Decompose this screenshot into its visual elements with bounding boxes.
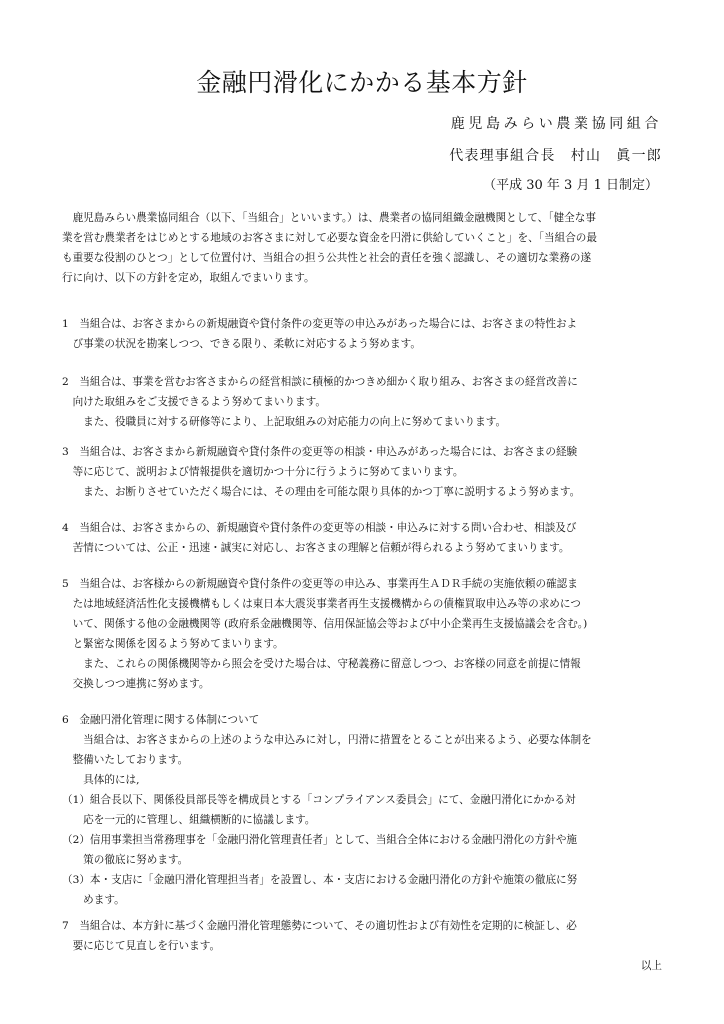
section-line: 等に応じて、説明および情報提供を適切かつ十分に行うように努めてまいります。: [62, 466, 464, 478]
section-line: （1）組合長以下、関係役員部長等を構成員とする「コンプライアンス委員会」にて、金融円滑化にかかる対: [62, 794, 576, 806]
section-6: [62, 710, 664, 910]
section-line: （3）本・支店に「金融円滑化管理担当者」を設置し、本・支店における金融円滑化の方針や施策の徹底に努: [62, 874, 578, 886]
organization-name: 鹿児島みらい農業協同組合: [450, 116, 662, 132]
section-line: 具体的には,: [62, 774, 140, 786]
section-1: [62, 314, 664, 354]
section-line: 苦情については、公正・迅速・誠実に対応し、お客さまの理解と信頼が得られるよう努めてまいります。: [62, 542, 570, 554]
section-line: 交換しつつ連携に努めます。: [62, 678, 210, 690]
intro-line: 業を営む農業者をはじめとする地域のお客さまに対して必要な資金を円滑に供給していくこと」を、「当組合の最: [62, 232, 597, 244]
section-line: 要に応じて見直しを行います。: [62, 940, 221, 952]
section-7: [62, 916, 664, 956]
section-line: と緊密な関係を図るよう努めてまいります。: [62, 638, 284, 650]
section-line: いて、関係する他の金融機関等 (政府系金融機関等、信用保証協会等および中小企業再生支援協議会を含む。): [62, 618, 588, 630]
section-line: 4 当組合は、お客さまからの、新規融資や貸付条件の変更等の相談・申込みに対する問い合わせ、相談及び: [62, 522, 577, 534]
section-line: 当組合は、お客さまからの上述のような申込みに対し，円滑に措置をとることが出来るよう、必要な体制を: [62, 734, 592, 746]
section-2: [62, 372, 664, 432]
section-line: 1 当組合は、お客さまからの新規融資や貸付条件の変更等の申込みがあった場合には、お客さまの特性およ: [62, 318, 578, 330]
section-4: [62, 518, 664, 558]
section-line: 7 当組合は、本方針に基づく金融円滑化管理態勢について、その適切性および有効性を定期的に検証し、必: [62, 920, 577, 932]
representative-name: 代表理事組合長 村山 眞一郎: [449, 148, 662, 164]
section-line: 応を一元的に管理し、組織横断的に協議します。: [62, 814, 316, 826]
section-line: たは地域経済活性化支援機構もしくは東日本大震災事業者再生支援機構からの債権買取申込み等の求めにつ: [62, 598, 581, 610]
section-line: 整備いたしております。: [62, 754, 189, 766]
section-5: [62, 574, 664, 694]
section-line: また、お断りさせていただく場合には、その理由を可能な限り具体的かつ丁寧に説明するよう努めます。: [62, 486, 581, 498]
intro-line: 鹿児島みらい農業協同組合（以下、「当組合」といいます。）は、農業者の協同組織金融機関として、「健全な事: [62, 212, 596, 224]
section-line: （2）信用事業担当常務理事を「金融円滑化管理責任者」として、当組合全体における金融円滑化の方針や施: [62, 834, 578, 846]
section-line: めます。: [62, 894, 125, 906]
intro-line: 行に向け、以下の方針を定め，取組んでまいります。: [62, 272, 315, 284]
section-line: また、これらの関係機関等から照会を受けた場合は、守秘義務に留意しつつ、お客様の同意を前提に情報: [62, 658, 581, 670]
section-3: [62, 442, 664, 502]
section-line: 2 当組合は、事業を営むお客さまからの経営相談に積極的かつきめ細かく取り組み、お客さまの経営改善に: [62, 376, 578, 388]
intro-line: も重要な役割のひとつ」として位置付け、当組合の担う公共性と社会的責任を強く認識し、その適切な業務の遂: [62, 252, 592, 264]
section-line: 6 金融円滑化管理に関する体制について: [62, 714, 260, 726]
closing-mark: 以上: [640, 960, 662, 972]
intro-paragraph: [62, 208, 664, 288]
section-line: 策の徹底に努めます。: [62, 854, 189, 866]
section-line: 5 当組合は、お客様からの新規融資や貸付条件の変更等の申込み、事業再生ＡＤＲ手続の実施依頼の確認ま: [62, 578, 578, 590]
section-line: 向けた取組みをご支援できるよう努めてまいります。: [62, 396, 326, 408]
section-line: び事業の状況を勘案しつつ、できる限り、柔軟に対応するよう努めます。: [62, 338, 421, 350]
section-line: 3 当組合は、お客さまから新規融資や貸付条件の変更等の相談・申込みがあった場合には、お客さまの経験: [62, 446, 578, 458]
enactment-date: （平成 30 年 3 月 1 日制定）: [483, 178, 658, 193]
document-title: 金融円滑化にかかる基本方針: [196, 68, 528, 97]
section-line: また、役職員に対する研修等により、上記取組みの対応能力の向上に努めてまいります。: [62, 416, 507, 428]
